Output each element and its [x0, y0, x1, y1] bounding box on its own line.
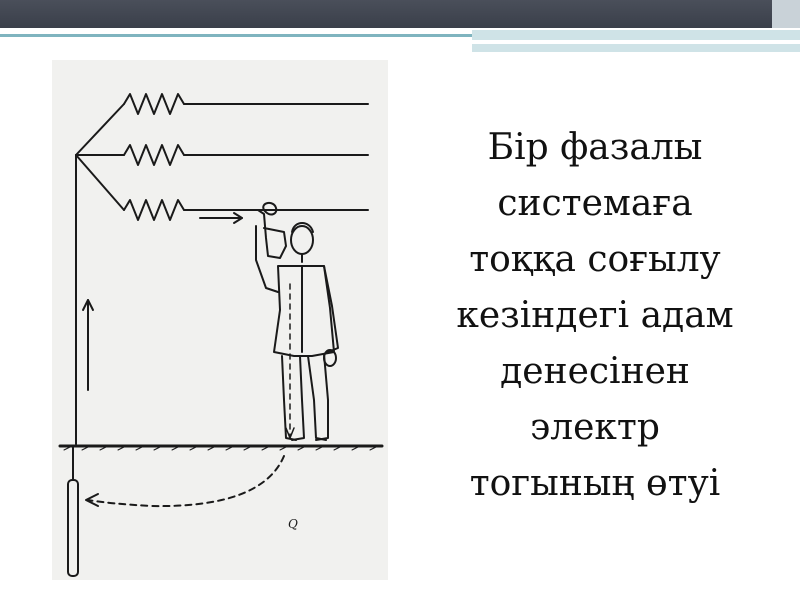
- return-current-path: [88, 456, 284, 506]
- slide-accent-band-stripe: [472, 40, 800, 44]
- branch-phase-1: [76, 104, 124, 155]
- slide-top-bar: [0, 0, 800, 28]
- resistor-2: [124, 145, 184, 165]
- caption-line: денесінен: [500, 351, 690, 392]
- current-label-q: Q: [288, 517, 298, 531]
- caption-line: кезіндегі адам: [456, 295, 734, 336]
- resistor-3: [124, 200, 184, 220]
- caption-line: Бір фазалы: [487, 127, 703, 168]
- slide-caption: [410, 120, 780, 512]
- slide-corner-accent: [772, 0, 800, 28]
- person-figure: [256, 203, 338, 440]
- caption-line: тоққа соғылу: [469, 239, 721, 280]
- caption-line: системаға: [497, 183, 693, 224]
- branch-phase-3: [76, 155, 124, 210]
- ground-electrode: [68, 480, 78, 576]
- shock-diagram: [52, 60, 388, 580]
- resistor-1: [124, 94, 184, 114]
- caption-line: электр: [530, 407, 660, 448]
- caption-line: тогының өтуі: [469, 463, 721, 504]
- shock-illustration: [52, 60, 388, 580]
